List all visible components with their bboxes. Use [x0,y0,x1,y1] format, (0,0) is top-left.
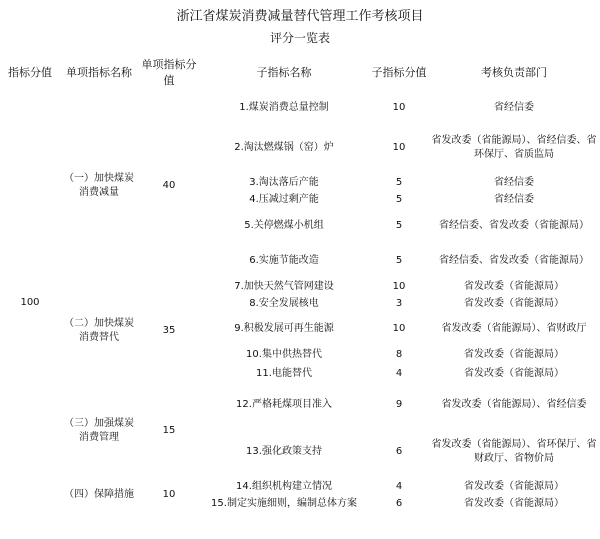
group-name-cell: （四）保障措施 [64,489,134,500]
department-cell: 省发改委（省能源局） [464,367,564,379]
group-score-cell: 35 [162,325,176,336]
sub-item-name-cell: 5.关停燃煤小机组 [244,220,324,231]
header-sub-score: 子指标分值 [371,66,427,79]
score-table [0,52,598,512]
sub-item-score-cell: 5 [395,176,403,188]
sub-item-name-cell: 14.组织机构建立情况 [236,480,332,492]
department-cell: 省经信委、省发改委（省能源局） [439,255,589,266]
sub-item-name-cell: 1.煤炭消费总量控制 [239,102,329,113]
table-body [0,94,598,512]
sub-item-score-cell: 6 [395,446,403,457]
department-cell: 省发改委（省能源局）、省经信委 [441,399,587,410]
sub-item-score-cell: 10 [392,142,406,153]
group-name-cell: （三）加强煤炭消费管理 [64,418,134,443]
group-name-cell: （一）加快煤炭消费减量 [64,173,134,198]
department-cell: 省发改委（省能源局） [464,348,564,360]
department-cell: 省发改委（省能源局） [464,297,564,309]
sub-item-name-cell: 11.电能替代 [256,367,312,379]
sub-item-score-cell: 5 [395,220,403,231]
sub-item-score-cell: 6 [395,497,403,509]
page-subtitle: 评分一览表 [269,31,330,45]
department-cell: 省发改委（省能源局） [464,497,564,509]
sub-item-score-cell: 9 [395,399,403,410]
table-header-row [0,52,598,94]
sub-item-score-cell: 5 [395,193,403,205]
header-item-name: 单项指标名称 [66,66,132,79]
header-department: 考核负责部门 [481,66,547,79]
sub-item-name-cell: 3.淘汰落后产能 [249,176,319,188]
table-row [0,384,598,426]
sub-item-name-cell: 6.实施节能改造 [249,255,319,266]
sub-item-score-cell: 10 [392,323,406,334]
sub-item-name-cell: 15.制定实施细则，编制总体方案 [211,497,357,509]
sub-item-name-cell: 2.淘汰燃煤锅（窑）炉 [234,142,334,153]
sub-item-score-cell: 5 [395,255,403,266]
header-total-score: 指标分值 [8,66,52,79]
department-cell: 省发改委（省能源局）、省财政厅 [441,323,587,334]
sub-item-name-cell: 7.加快天然气管网建设 [234,280,334,292]
department-cell: 省经信委 [494,102,534,113]
group-score-cell: 40 [162,180,176,191]
page-title: 浙江省煤炭消费减量替代管理工作考核项目 [176,9,424,24]
department-cell: 省经信委 [494,193,534,205]
table-row [0,278,598,295]
sub-item-score-cell: 10 [392,102,406,113]
header-sub-name: 子指标名称 [256,66,312,79]
sub-item-name-cell: 12.严格耗煤项目准入 [236,399,332,410]
department-cell: 省发改委（省能源局） [464,480,564,492]
department-cell: 省发改委（省能源局）、省经信委、省环保厅、省质监局 [431,135,597,160]
total-score-cell: 100 [20,297,40,308]
group-name-cell: （二）加快煤炭消费替代 [64,318,134,343]
department-cell: 省经信委 [494,176,534,188]
group-score-cell: 10 [162,489,176,500]
sub-item-name-cell: 13.强化政策支持 [246,446,322,457]
table-row [0,94,598,122]
header-item-score: 单项指标分值 [141,58,197,87]
sub-item-score-cell: 10 [392,280,406,292]
sub-item-name-cell: 9.积极发展可再生能源 [234,323,334,334]
department-cell: 省经信委、省发改委（省能源局） [439,220,589,231]
sub-item-score-cell: 8 [395,348,403,360]
sub-item-score-cell: 4 [395,480,403,492]
sub-item-name-cell: 10.集中供热替代 [246,348,322,360]
sub-item-score-cell: 4 [395,367,403,379]
table-row [0,478,598,495]
department-cell: 省发改委（省能源局） [464,280,564,292]
group-score-cell: 15 [162,425,176,436]
department-cell: 省发改委（省能源局）、省环保厅、省财政厅、省物价局 [431,439,597,464]
sub-item-score-cell: 3 [395,297,403,309]
sub-item-name-cell: 8.安全发展核电 [249,297,319,309]
sub-item-name-cell: 4.压减过剩产能 [249,193,319,205]
